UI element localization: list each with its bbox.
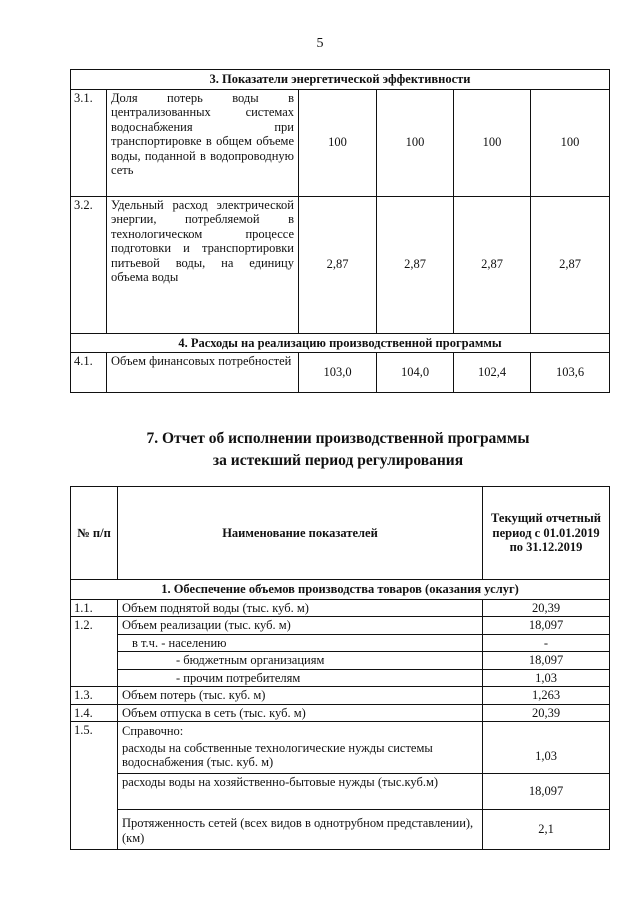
row-number: 1.1. xyxy=(71,599,118,617)
section-title: 4. Расходы на реализацию производственной программы xyxy=(71,333,610,353)
row-value: 20,39 xyxy=(483,704,610,722)
row-value: 18,097 xyxy=(483,652,610,670)
section-title: 1. Обеспечение объемов производства товаров (оказания услуг) xyxy=(71,580,610,600)
row-value: 18,097 xyxy=(483,617,610,635)
row-number: 1.5. xyxy=(71,722,118,850)
row-value: 1,03 xyxy=(483,669,610,687)
value-cell: 100 xyxy=(454,89,531,196)
value-cell: 100 xyxy=(531,89,610,196)
value-cell: 100 xyxy=(299,89,377,196)
value-cell: 2,87 xyxy=(377,196,454,333)
row-number: 4.1. xyxy=(71,353,107,393)
row-number: 1.2. xyxy=(71,617,118,635)
table-row xyxy=(71,353,610,393)
row-name: расходы на собственные технологические нужды системы водоснабжения (тыс. куб. м) xyxy=(118,740,483,774)
table-row xyxy=(71,810,610,850)
table-row xyxy=(71,740,610,774)
table-row xyxy=(71,599,610,617)
header-num: № п/п xyxy=(71,487,118,580)
table-row xyxy=(71,652,610,670)
row-number xyxy=(71,652,118,670)
row-value xyxy=(483,722,610,740)
header-name: Наименование показателей xyxy=(118,487,483,580)
value-cell: 2,87 xyxy=(299,196,377,333)
row-name: - бюджетным организациям xyxy=(118,652,483,670)
row-name: Объем отпуска в сеть (тыс. куб. м) xyxy=(118,704,483,722)
value-cell: 104,0 xyxy=(377,353,454,393)
table-row xyxy=(71,617,610,635)
row-number: 3.2. xyxy=(71,196,107,333)
row-number: 3.1. xyxy=(71,89,107,196)
table-row xyxy=(71,196,610,333)
row-name: расходы воды на хозяйственно-бытовые нужды (тыс.куб.м) xyxy=(118,774,483,810)
row-value: 18,097 xyxy=(483,774,610,810)
row-number xyxy=(71,634,118,652)
row-name: в т.ч. - населению xyxy=(118,634,483,652)
section-subheading: за истекший период регулирования xyxy=(212,452,464,469)
row-number xyxy=(71,669,118,687)
row-value: - xyxy=(483,634,610,652)
row-value: 1,263 xyxy=(483,687,610,705)
value-cell: 103,6 xyxy=(531,353,610,393)
section-title: 3. Показатели энергетической эффективности xyxy=(71,70,610,90)
table-row xyxy=(71,774,610,810)
section-heading: 7. Отчет об исполнении производственной программы xyxy=(146,430,530,447)
table-row xyxy=(71,669,610,687)
section-row xyxy=(71,580,610,600)
value-cell: 2,87 xyxy=(454,196,531,333)
header-period: Текущий отчетный период с 01.01.2019 по 31.12.2019 xyxy=(483,487,610,580)
header-row xyxy=(71,487,610,580)
indicators-table xyxy=(70,69,610,393)
report-table xyxy=(70,486,610,850)
row-name: Протяженность сетей (всех видов в однотрубном представлении), (км) xyxy=(118,810,483,850)
row-description: Удельный расход электрической энергии, потребляемой в технологическом процессе подготовки и транспортировки питьевой воды, на единицу объема воды xyxy=(107,196,299,333)
page-number: 5 xyxy=(316,36,324,51)
row-name: Объем потерь (тыс. куб. м) xyxy=(118,687,483,705)
row-name: - прочим потребителям xyxy=(118,669,483,687)
value-cell: 103,0 xyxy=(299,353,377,393)
row-value: 2,1 xyxy=(483,810,610,850)
value-cell: 102,4 xyxy=(454,353,531,393)
row-value: 1,03 xyxy=(483,740,610,774)
row-description: Объем финансовых потребностей xyxy=(107,353,299,393)
table-row xyxy=(71,634,610,652)
row-number: 1.4. xyxy=(71,704,118,722)
table-row xyxy=(71,687,610,705)
table-row xyxy=(71,704,610,722)
row-description: Доля потерь воды в централизованных системах водоснабжения при транспортировке в общем объеме воды, поданной в водопроводную сеть xyxy=(107,89,299,196)
row-name: Объем поднятой воды (тыс. куб. м) xyxy=(118,599,483,617)
table-row xyxy=(71,89,610,196)
table-row xyxy=(71,722,610,740)
row-number: 1.3. xyxy=(71,687,118,705)
row-name: Справочно: xyxy=(118,722,483,740)
section-row xyxy=(71,70,610,90)
row-name: Объем реализации (тыс. куб. м) xyxy=(118,617,483,635)
value-cell: 100 xyxy=(377,89,454,196)
row-value: 20,39 xyxy=(483,599,610,617)
section-row xyxy=(71,333,610,353)
value-cell: 2,87 xyxy=(531,196,610,333)
